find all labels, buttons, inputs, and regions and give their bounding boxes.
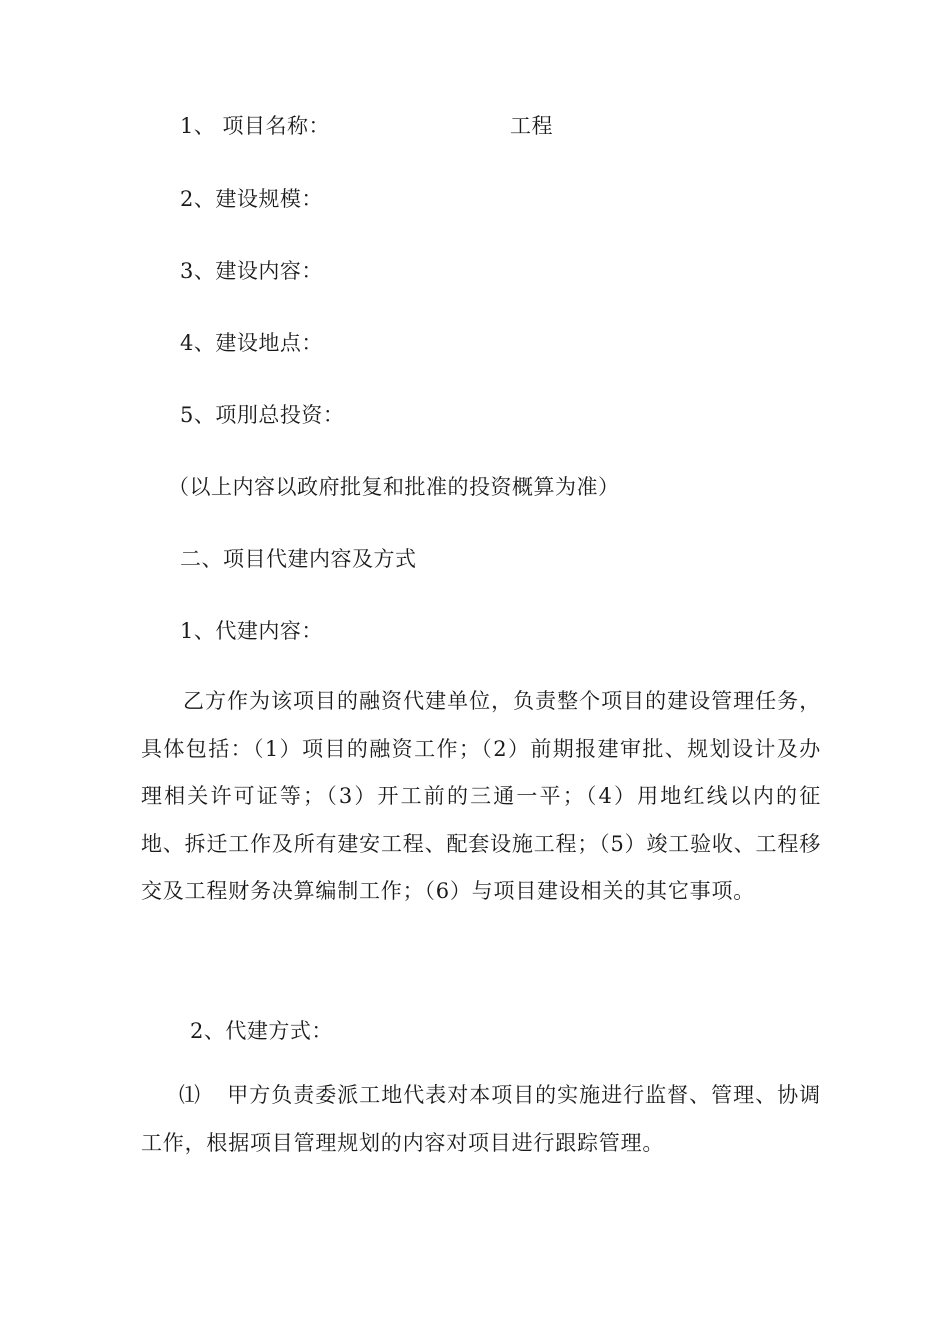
item-construction-scale: 2、建设规模： bbox=[180, 187, 323, 211]
item-project-name-value: 工程 bbox=[510, 114, 554, 138]
item-total-investment: 5、项刖总投资： bbox=[180, 403, 345, 427]
item-project-name-label: 1、 项目名称： bbox=[180, 114, 331, 138]
subsection-title-agency-method: 2、代建方式： bbox=[190, 1019, 333, 1043]
subsection-title-agency-content: 1、代建内容： bbox=[180, 619, 323, 643]
section-title-agency-content: 二、项目代建内容及方式 bbox=[180, 547, 417, 571]
list-item-text: 甲方负责委派工地代表对本项目的实施进行监督、管理、协调工作，根据项目管理规划的内容对项目进行跟踪管理。 bbox=[141, 1083, 821, 1155]
item-construction-location: 4、建设地点： bbox=[180, 331, 323, 355]
list-number: ⑴ bbox=[179, 1083, 201, 1107]
paragraph-agency-method-1 bbox=[141, 1072, 821, 1167]
item-construction-content: 3、建设内容： bbox=[180, 259, 323, 283]
item-project-name bbox=[180, 112, 553, 140]
paragraph-agency-content: 乙方作为该项目的融资代建单位，负责整个项目的建设管理任务，具体包括：（1）项目的融资工作；（2）前期报建审批、规划设计及办理相关许可证等；（3）开工前的三通一平；（4）用地红线以内的征地、拆迁工作及所有建安工程、配套设施工程；（5）竣工验收、工程移交及工程财务决算编制工作；（6）与项目建设相关的其它事项。 bbox=[141, 689, 821, 903]
investment-note: （以上内容以政府批复和批准的投资概算为准） bbox=[168, 475, 620, 499]
